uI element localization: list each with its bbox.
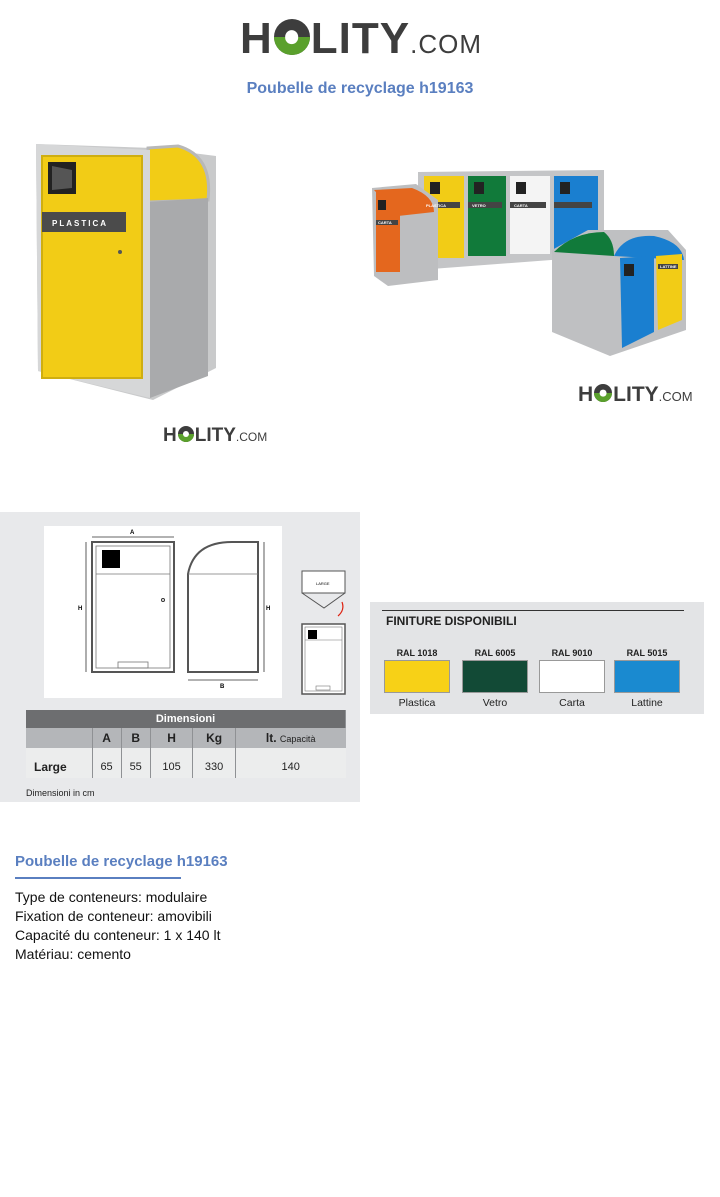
swatch-name: Lattine (631, 697, 663, 709)
logo-text-lity: LITY (194, 425, 236, 446)
logo-text-h: H (240, 14, 273, 63)
dim-h-left-label: H (78, 606, 83, 612)
swatch-color (614, 660, 680, 693)
logo-text-h: H (578, 383, 594, 406)
finishes-panel (370, 602, 704, 714)
group-label-4: CARTA (514, 203, 528, 208)
description-underline (15, 877, 181, 879)
logo-text-h: H (163, 425, 177, 446)
value-b: 55 (121, 756, 150, 778)
swatch-code: RAL 1018 (396, 648, 438, 658)
product-photo-single (28, 136, 218, 406)
dim-h-right-label: H (266, 606, 271, 612)
dim-a-label: A (130, 530, 135, 536)
logo-mark-icon (178, 426, 194, 442)
col-header-capacity: lt. Capacità (235, 728, 345, 748)
swatch-code: RAL 5015 (626, 648, 668, 658)
product-photo-group (368, 160, 698, 360)
logo-domain: .COM (410, 29, 482, 59)
group-label-3: VETRO (472, 203, 486, 208)
swatch-lattine (613, 648, 681, 709)
row-label: Large (26, 756, 92, 778)
logo-text-lity: LITY (613, 383, 659, 406)
list-item: Matériau: cemento (15, 946, 131, 962)
swatch-code: RAL 6005 (474, 648, 516, 658)
technical-drawing-panel (0, 512, 360, 802)
bin-label-text: PLASTICA (52, 219, 108, 228)
small-label: LARGE (316, 581, 330, 586)
logo-domain: .COM (658, 389, 693, 404)
logo-text-lity: LITY (310, 14, 411, 63)
swatch-plastica (383, 648, 451, 709)
logo-domain: .COM (235, 430, 268, 444)
dimensions-table (26, 710, 346, 778)
value-capacity: 140 (235, 756, 345, 778)
swatch-name: Vetro (482, 697, 508, 709)
dimensions-caption: Dimensioni (26, 710, 346, 728)
col-header-kg: Kg (193, 728, 236, 748)
swatch-name: Plastica (398, 697, 436, 709)
list-item: Type de conteneurs: modulaire (15, 889, 208, 905)
list-item: Fixation de conteneur: amovibili (15, 908, 212, 924)
swatch-carta (538, 648, 606, 709)
page-title: Poubelle de recyclage h19163 (246, 80, 474, 97)
logo-mark-icon (594, 384, 612, 402)
swatch-color (539, 660, 605, 693)
finishes-divider (382, 610, 684, 611)
brand-logo[interactable] (240, 14, 482, 64)
value-a: 65 (92, 756, 121, 778)
value-kg: 330 (193, 756, 236, 778)
col-header-h: H (150, 728, 193, 748)
swatch-color (384, 660, 450, 693)
table-row (26, 756, 346, 778)
dimensions-note: Dimensioni in cm (26, 788, 95, 798)
swatch-code: RAL 9010 (551, 648, 593, 658)
watermark-logo-left (163, 425, 267, 447)
col-header-b: B (121, 728, 150, 748)
dim-b-label: B (220, 684, 225, 690)
technical-drawing (0, 512, 360, 712)
group-label-2: PLASTICA (426, 203, 446, 208)
logo-mark-icon (274, 19, 310, 55)
swatch-vetro (461, 648, 529, 709)
swatch-color (462, 660, 528, 693)
description-title: Poubelle de recyclage h19163 (15, 853, 228, 870)
value-h: 105 (150, 756, 193, 778)
watermark-logo-right (578, 383, 693, 407)
list-item: Capacité du conteneur: 1 x 140 lt (15, 927, 221, 943)
swatch-name: Carta (559, 697, 585, 709)
col-header-a: A (92, 728, 121, 748)
group-label-1: CARTA (378, 220, 392, 225)
finishes-title: FINITURE DISPONIBILI (386, 614, 517, 628)
description-list (15, 888, 220, 964)
group-label-5: LATTINE (660, 264, 677, 269)
